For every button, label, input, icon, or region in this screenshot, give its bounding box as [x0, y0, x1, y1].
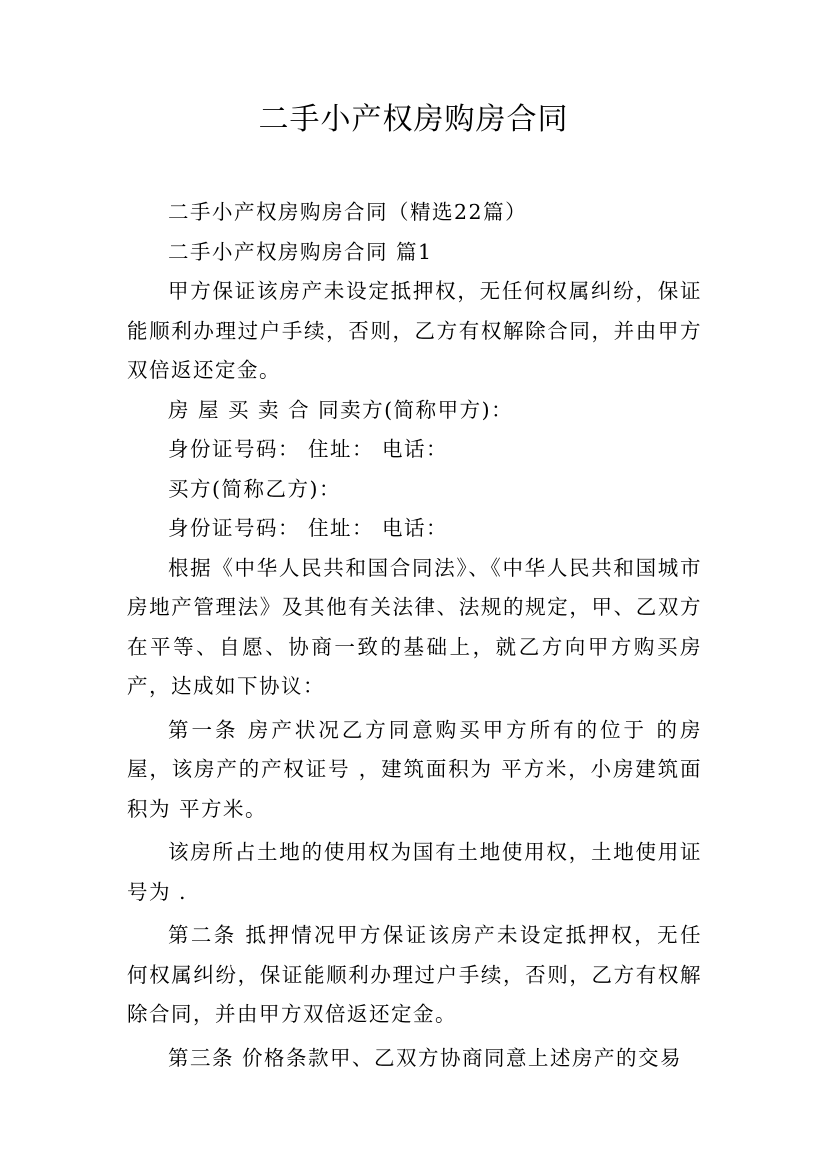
paragraph-subtitle: 二手小产权房购房合同（精选22篇）: [168, 200, 528, 224]
document-title: 二手小产权房购房合同: [258, 102, 569, 137]
paragraph-seller: 房 屋 买 卖 合 同卖方(简称甲方)：: [168, 397, 514, 422]
paragraph-seller-id: 身份证号码： 住址： 电话：: [168, 437, 449, 461]
paragraph-article-1: 第一条 房产状况乙方同意购买甲方所有的位于 的房屋，该房产的产权证号 ，建筑面积为 平方米，小房建筑面积为 平方米。: [127, 717, 702, 821]
document-body: [127, 193, 702, 1078]
paragraph-guarantee: 甲方保证该房产未设定抵押权，无任何权属纠纷，保证能顺利办理过户手续，否则，乙方有权解除合同，并由甲方双倍返还定金。: [127, 279, 702, 382]
paragraph-legal-basis: 根据《中华人民共和国合同法》、《中华人民共和国城市房地产管理法》及其他有关法律、法规的规定，甲、乙双方在平等、自愿、协商一致的基础上，就乙方向甲方购买房产，达成如下协议：: [127, 555, 702, 698]
paragraph-buyer-id: 身份证号码： 住址： 电话：: [168, 516, 449, 540]
paragraph-article-3: 第三条 价格条款甲、乙双方协商同意上述房产的交易: [168, 1045, 683, 1070]
paragraph-buyer: 买方(简称乙方)：: [168, 476, 341, 501]
paragraph-section-heading: 二手小产权房购房合同 篇1: [168, 239, 433, 264]
paragraph-land-use: 该房所占土地的使用权为国有土地使用权，土地使用证号为 .: [127, 840, 702, 904]
paragraph-article-2: 第二条 抵押情况甲方保证该房产未设定抵押权，无任何权属纠纷，保证能顺利办理过户手续，否则，乙方有权解除合同，并由甲方双倍返还定金。: [127, 923, 702, 1026]
